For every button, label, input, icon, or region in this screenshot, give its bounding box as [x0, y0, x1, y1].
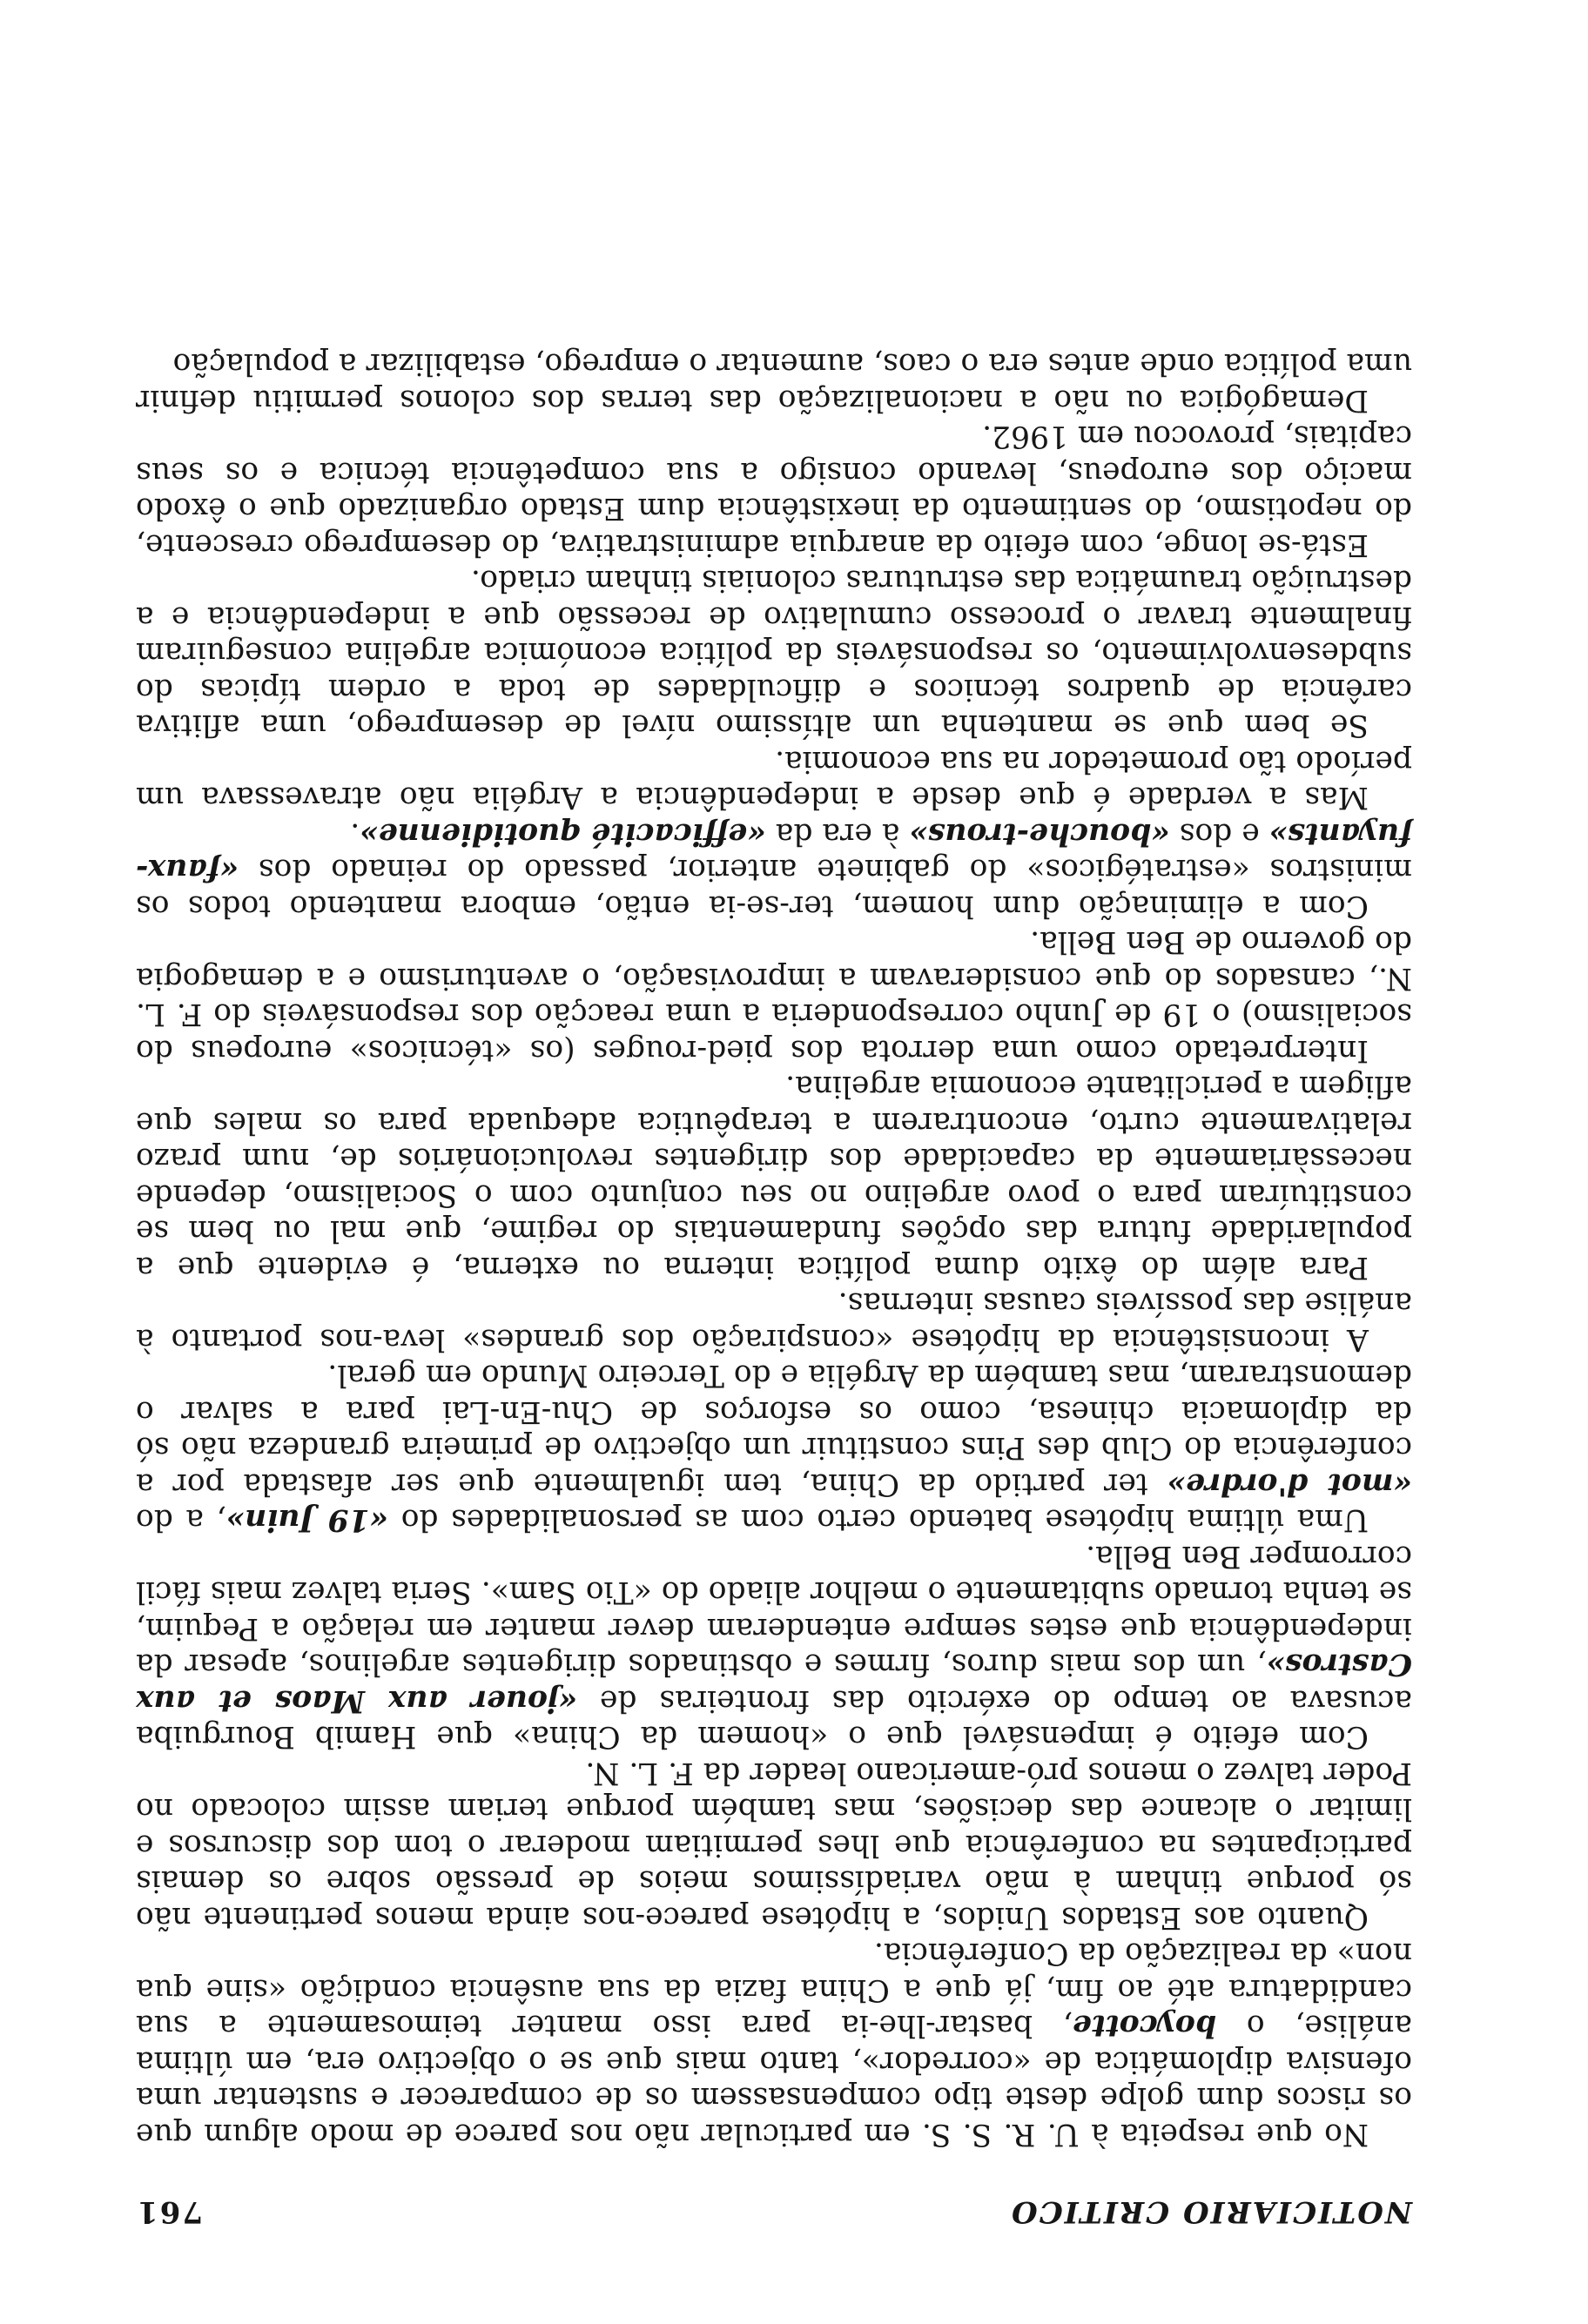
text-run: Demagógica ou não a nacionalização das terras dos colonos permitiu definir uma política onde antes era o caos, aumentar o emprego, estabilizar a população: [136, 346, 1412, 418]
page-number: 761: [136, 2194, 203, 2229]
paragraph: [136, 346, 1412, 418]
running-title: NOTICIARIO CRITICO: [1010, 2194, 1412, 2229]
paragraph: [136, 1285, 1412, 1357]
italic-phrase: «jouer aux Maos et aux Castros»: [136, 1647, 1412, 1718]
running-header: [136, 2186, 1412, 2229]
text-run: Interpretado como uma derrota dos pied-rouges (os «técnicos» europeus do socialismo) o 19 de Junho corresponderia a uma reacção dos responsáveis do F. L. N., cansados do que consideravam a improvisação, o aventurismo e a demagogia do governo de Ben Bella.: [136, 924, 1412, 1068]
article-body: [136, 346, 1412, 2152]
text-run: à era da: [765, 816, 910, 851]
italic-phrase: «19 Juin»: [225, 1502, 389, 1538]
text-run: e dos: [1169, 816, 1269, 851]
text-run: No que respeita à U. R. S. S. em particular não nos parece de modo algum que os riscos dum golpe deste tipo compensassem os de comparecer e sustentar uma ofensiva diplomática de «corredor», tanto mais que se o objectivo era, em última análise, o: [136, 2008, 1412, 2152]
text-run: Está-se longe, com efeito da anarquia administrativa, do desemprego crescente, do nepotismo, do sentimento da inexistência dum Estado organizado que o êxodo maciço dos europeus, levando consigo a sua competência técnica e os seus capitais, provocou em 1962.: [136, 419, 1412, 562]
paragraph: [136, 1357, 1412, 1538]
italic-phrase: «faux-fuyants»: [136, 816, 1412, 888]
paragraph: [136, 562, 1412, 743]
paragraph: [136, 418, 1412, 562]
text-run: Para além do êxito duma política interna ou externa, é evidente que a popularidade futura das opções fundamentais do regime, que mal ou bem se constituíram para o povo argelino no seu conjunto com o Socialismo, depende necessàriamente da capacidade dos dirigentes revolucionários de, num prazo relativamente curto, encontrarem a terapêutica adequada para os males que afligem a periclitante economia argelina.: [136, 1069, 1412, 1285]
text-run: Mas a verdade é que desde a independência a Argélia não atravessava um período tão prometedor na sua economia.: [136, 744, 1412, 816]
text-run: ter partido da China, tem igualmente que ser afastada por a conferência do Club des Pins constituir um objectivo de primeira grandeza não só da diplomacia chinesa, como os esforços de Chu-En-Lai para a salvar o demonstraram, mas também da Argélia e do Terceiro Mundo em geral.: [136, 1358, 1412, 1501]
text-run: Com efeito é impensável que o «homem da China» que Hamib Bourguiba acusava ao tempo do exército das fronteiras de: [136, 1683, 1412, 1755]
text-run: Uma última hipótese batendo certo com as personalidades do: [388, 1502, 1369, 1538]
paragraph: [136, 1755, 1412, 1936]
italic-phrase: «efficacité quotidienne»: [360, 816, 766, 851]
italic-phrase: boycotte: [1072, 2008, 1216, 2044]
text-run: .: [350, 816, 360, 851]
paragraph: [136, 924, 1412, 1068]
text-run: Com a eliminação dum homem, ter-se-ia então, embora mantendo todos os ministros «estratégicos» do gabinete anterior, passado do reinado dos: [136, 852, 1412, 924]
paragraph: [136, 1935, 1412, 2152]
text-run: , bastar-lhe-ia para isso manter teimosamente a sua candidatura até ao fim, já que a China fazia da sua ausência condição «sine qua non» da realização da Conferência.: [135, 1936, 1412, 2044]
paragraph: [136, 816, 1412, 924]
italic-phrase: «bouche-trous»: [909, 816, 1170, 851]
text-run: Se bem que se mantenha um altíssimo nível de desemprego, uma aflitiva carência de quadros técnicos e dificuldades de toda a ordem típicas do subdesenvolvimento, os responsáveis da política económica argelina conseguiram finalmente travar o processo cumulativo de recessão que a independência e a destruição traumática das estruturas coloniais tinham criado.: [136, 563, 1412, 743]
text-run: A inconsistência da hipótese «conspiração dos grandes» leva-nos portanto à análise das possíveis causas internas.: [136, 1286, 1412, 1357]
paragraph: [136, 1068, 1412, 1285]
text-run: , a do: [135, 1502, 226, 1538]
text-run: , um dos mais duros, firmes e obstinados dirigentes argelinos, apesar da independência que estes sempre entenderam dever manter em relação a Pequim, se tenha tornado subitamente o melhor aliado do «Tio Sam». Seria talvez mais fácil corromper Ben Bella.: [136, 1539, 1412, 1683]
paragraph: [136, 1538, 1412, 1755]
paragraph: [136, 743, 1412, 816]
text-run: Quanto aos Estados Unidos, a hipótese parece-nos ainda menos pertinente não só porque tinham à mão variadíssimos meios de pressão sobre os demais participantes na conferência que lhes permitiam moderar o tom dos discursos e limitar o alcance das decisões, mas também porque teriam assim colocado no Poder talvez o menos pró-americano leader da F. L. N.: [136, 1756, 1412, 1935]
italic-phrase: «mot d'ordre»: [1167, 1467, 1412, 1501]
